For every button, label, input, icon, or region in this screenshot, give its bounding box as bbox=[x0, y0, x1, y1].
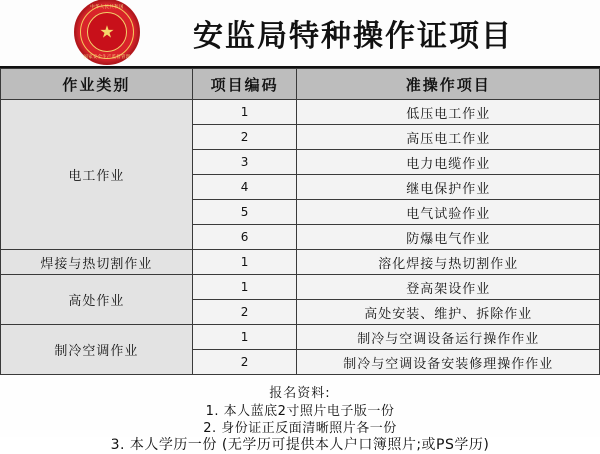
cell-item: 电气试验作业 bbox=[297, 200, 600, 225]
cell-code: 6 bbox=[192, 225, 297, 250]
cell-code: 2 bbox=[192, 125, 297, 150]
cell-category: 电工作业 bbox=[1, 100, 193, 250]
cell-item: 高压电工作业 bbox=[297, 125, 600, 150]
notes-line-1: 1. 本人蓝底2寸照片电子版一份 bbox=[205, 404, 395, 419]
page-title: 安监局特种操作证项目 bbox=[193, 19, 513, 54]
cell-code: 2 bbox=[192, 300, 297, 325]
cell-code: 1 bbox=[192, 275, 297, 300]
table-header bbox=[1, 69, 600, 100]
cell-category: 制冷空调作业 bbox=[1, 325, 193, 375]
cell-item: 登高架设作业 bbox=[297, 275, 600, 300]
national-emblem-icon bbox=[74, 0, 140, 65]
notes-line-3: 3. 本人学历一份 (无学历可提供本人户口簿照片;或PS学历) bbox=[110, 437, 490, 453]
cell-item: 制冷与空调设备安装修理操作作业 bbox=[297, 350, 600, 375]
column-header-category: 作业类别 bbox=[1, 69, 193, 100]
table-row bbox=[1, 100, 600, 125]
cell-item: 低压电工作业 bbox=[297, 100, 600, 125]
cell-item: 溶化焊接与热切割作业 bbox=[297, 250, 600, 275]
table-body bbox=[1, 100, 600, 375]
table-row bbox=[1, 325, 600, 350]
table-row bbox=[1, 250, 600, 275]
table-row bbox=[1, 275, 600, 300]
cell-code: 1 bbox=[192, 250, 297, 275]
cell-code: 3 bbox=[192, 150, 297, 175]
cell-code: 2 bbox=[192, 350, 297, 375]
cell-category: 焊接与热切割作业 bbox=[1, 250, 193, 275]
table-header-row bbox=[1, 69, 600, 100]
column-header-code: 项目编码 bbox=[192, 69, 297, 100]
cell-item: 防爆电气作业 bbox=[297, 225, 600, 250]
cell-item: 高处安装、维护、拆除作业 bbox=[297, 300, 600, 325]
emblem-star-icon: ★ bbox=[99, 22, 115, 43]
registration-notes bbox=[0, 375, 600, 454]
cell-code: 4 bbox=[192, 175, 297, 200]
operations-table bbox=[0, 68, 600, 375]
cell-code: 5 bbox=[192, 200, 297, 225]
emblem-bottom-text: 国家安全生产监督管理 bbox=[83, 55, 131, 60]
cell-item: 制冷与空调设备运行操作作业 bbox=[297, 325, 600, 350]
notes-line-2: 2. 身份证正反面清晰照片各一份 bbox=[203, 421, 397, 436]
cell-code: 1 bbox=[192, 325, 297, 350]
column-header-item: 准操作项目 bbox=[297, 69, 600, 100]
document-header bbox=[0, 0, 600, 68]
cell-item: 电力电缆作业 bbox=[297, 150, 600, 175]
cell-item: 继电保护作业 bbox=[297, 175, 600, 200]
cell-category: 高处作业 bbox=[1, 275, 193, 325]
notes-title: 报名资料: bbox=[269, 386, 331, 401]
emblem-top-text: 中华人民共和国 bbox=[90, 5, 124, 10]
cell-code: 1 bbox=[192, 100, 297, 125]
